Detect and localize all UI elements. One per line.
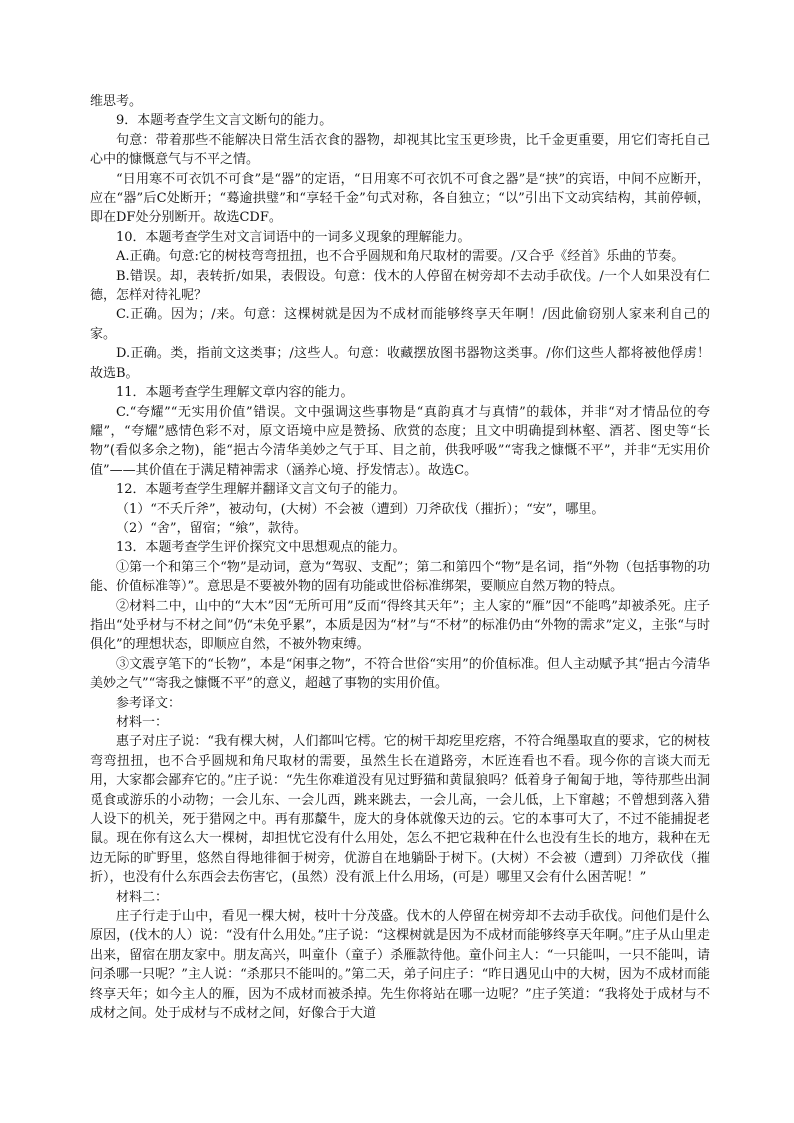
question-13-point-2: ②材料二中，山中的“大木”因“无所可用”反而“得终其天年”；主人家的“雁”因“不能鸣”却被杀死。庄子指出“处乎材与不材之间”仍“未免乎累”，本质是因为“材”与“不材”的标准仍由“外物的需求”定义，主张“与时俱化”的理想状态，即顺应自然，不被外物束缚。 xyxy=(90,598,710,653)
question-9-heading: 9．本题考查学生文言文断句的能力。 xyxy=(116,113,333,129)
question-10-option-d: D.正确。类，指前文这类事；/这些人。句意：收藏摆放图书器物这类事。/你们这些人都将被他俘虏！故选B。 xyxy=(90,346,710,381)
question-13-point-3: ③文震亨笔下的“长物”，本是“闲事之物”，不符合世俗“实用”的价值标准。但人主动赋予其“挹古今清华美妙之气”“寄我之慷慨不平”的意义，超越了事物的实用价值。 xyxy=(90,656,710,692)
paragraph-continuation: 维思考。 xyxy=(90,94,143,109)
question-13-point-1: ①第一个和第三个“物”是动词，意为“驾驭、支配”；第二和第四个“物”是名词，指“外物（包括事物的功能、价值标准等）”。意思是不要被外物的固有功能或世俗标准绑架，要顺应自然万物的特点。 xyxy=(90,559,710,595)
question-12-point-2: （2）“舍”，留宿；“飨”，款待。 xyxy=(116,520,307,536)
question-10-option-b: B.错误。却，表转折/如果，表假设。句意：伐木的人停留在树旁却不去动手砍伐。/一个人如果没有仁德，怎样对待礼呢？ xyxy=(90,268,710,304)
translation-heading: 参考译文： xyxy=(116,695,182,711)
material-1-heading: 材料一： xyxy=(116,715,169,730)
question-10-option-c: C.正确。因为；/来。句意：这棵树就是因为不成材而能够终享天年啊！/因此偷窃别人家来利自己的家。 xyxy=(90,307,710,342)
question-12-heading: 12．本题考查学生理解并翻译文言文句子的能力。 xyxy=(116,482,406,498)
question-10-heading: 10．本题考查学生对文言词语中的一词多义现象的理解能力。 xyxy=(116,229,471,245)
question-13-heading: 13．本题考查学生评价探究文中思想观点的能力。 xyxy=(116,540,406,556)
material-1-translation: 惠子对庄子说：“我有棵大树，人们都叫它樗。它的树干却疙里疙瘩，不符合绳墨取直的要求，它的树枝弯弯扭扭，也不合乎圆规和角尺取材的需要，虽然生长在道路旁，木匠连看也不看。现今你的言谈大而无用，大家都会鄙弃它的。”庄子说：“先生你难道没有见过野猫和黄鼠狼吗？低着身子匍匐于地，等待那些出洞觅食或游乐的小动物；一会儿东、一会儿西，跳来跳去，一会儿高，一会儿低，上下窜越；不曾想到落入猎人设下的机关，死于猎网之中。再有那斄牛，庞大的身体就像天边的云。它的本事可大了，不过不能捕捉老鼠。现在你有这么大一棵树，却担忧它没有什么用处，怎么不把它栽种在什么也没有生长的地方，栽种在无边无际的旷野里，悠然自得地徘徊于树旁，优游自在地躺卧于树下。(大树）不会被（遭到）刀斧砍伐（摧折），也没有什么东西会去伤害它，(虽然）没有派上什么用场，(可是）哪里又会有什么困苦呢！” xyxy=(90,734,710,886)
answer-explanation-page xyxy=(90,92,710,1024)
question-11-analysis: C.“夸耀”“无实用价值”错误。文中强调这些事物是“真韵真才与真情”的载体，并非“对才情品位的夸耀”，“夸耀”感情色彩不对，原文语境中应是赞扬、欣赏的态度；且文中明确提到林壑、酒茗、图史等“长物”(看似多余之物)，能“挹古今清华美妙之气于耳、目之前，供我呼吸”“寄我之慷慨不平”，并非“无实用价值”——其价值在于满足精神需求（涵养心境、抒发情志）。故选C。 xyxy=(90,404,710,478)
question-12-point-1: （1）“不夭斤斧”，被动句，(大树）不会被（遭到）刀斧砍伐（摧折）；“安”，哪里。 xyxy=(116,501,605,517)
question-11-heading: 11．本题考查学生理解文章内容的能力。 xyxy=(116,385,354,401)
material-2-translation: 庄子行走于山中，看见一棵大树，枝叶十分茂盛。伐木的人停留在树旁却不去动手砍伐。问他们是什么原因，(伐木的人）说：“没有什么用处。”庄子说：“这棵树就是因为不成材而能够终享天年啊。”庄子从山里走出来，留宿在朋友家中。朋友高兴，叫童仆（童子）杀雁款待他。童仆问主人：“一只能叫，一只不能叫，请问杀哪一只呢？”主人说：“杀那只不能叫的。”第二天，弟子问庄子：“昨日遇见山中的大树，因为不成材而能终享天年；如今主人的雁，因为不成材而被杀掉。先生你将站在哪一边呢？”庄子笑道：“我将处于成材与不成材之间。处于成材与不成材之间，好像合于大道 xyxy=(90,909,710,1022)
question-10-option-a: A.正确。句意:它的树枝弯弯扭扭，也不合乎圆规和角尺取材的需要。/又合乎《经首》乐曲的节奏。 xyxy=(116,249,685,265)
question-9-analysis: “日用寒不可衣饥不可食”是“器”的定语，“日用寒不可衣饥不可食之器”是“挟”的宾语，中间不应断开，应在“器”后C处断开；“蓦逾拱璧”和“享轻千金”句式对称，各自独立；“以”引出下文动宾结构，其前停顿，即在DF处分别断开。故选CDF。 xyxy=(90,171,710,226)
question-9-sentence-meaning: 句意：带着那些不能解决日常生活衣食的器物，却视其比宝玉更珍贵，比千金更重要，用它们寄托自己心中的慷慨意气与不平之情。 xyxy=(90,132,710,168)
material-2-heading: 材料二： xyxy=(116,889,169,905)
